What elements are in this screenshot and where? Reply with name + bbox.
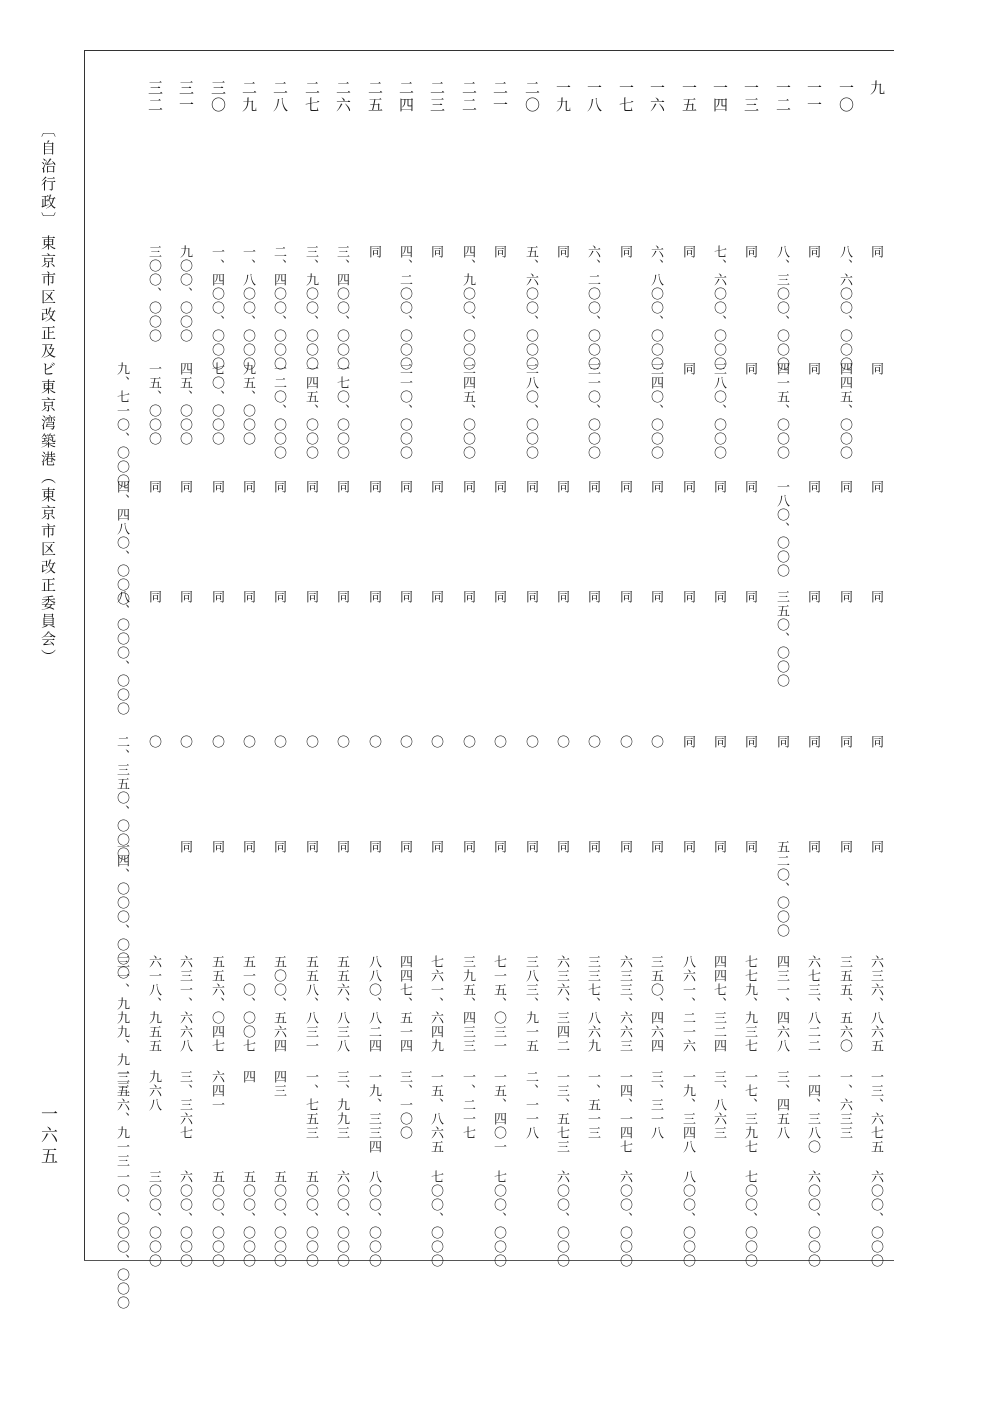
table-cell: 四五、〇〇〇 [177, 362, 192, 446]
table-cell: 同 [868, 480, 883, 494]
table-cell: 三、四五八 [774, 1070, 789, 1140]
table-cell: 六〇〇、〇〇〇 [334, 1170, 349, 1268]
table-cell: 〇 [209, 735, 224, 749]
table-cell: 一七、三九七 [742, 1070, 757, 1154]
table-cell: 〇 [397, 735, 412, 749]
section-label: 〔自治行政〕 [39, 122, 57, 230]
table-cell: 同 [805, 362, 820, 376]
table-cell: 一八〇、〇〇〇 [774, 480, 789, 578]
table-cell: 六四一 [209, 1070, 224, 1112]
table-cell: 同 [711, 840, 726, 854]
table-cell: 同 [209, 480, 224, 494]
row-label: 三〇 [209, 80, 227, 114]
total-cell: 二、三五〇、〇〇〇 [114, 735, 129, 861]
row-label: 一八 [585, 80, 603, 114]
table-cell: 同 [209, 840, 224, 854]
table-cell: 同 [742, 590, 757, 604]
table-cell: 三〇〇、〇〇〇 [146, 245, 161, 343]
table-cell: 〇 [648, 735, 663, 749]
table-cell: 六三六、三四二 [554, 955, 569, 1053]
row-label: 二三 [428, 80, 446, 114]
table-cell: 二、四〇〇、〇〇〇 [271, 245, 286, 371]
table-cell: 三、八六三 [711, 1070, 726, 1140]
table-cell: 同 [523, 480, 538, 494]
table-cell: 六三六、八六五 [868, 955, 883, 1053]
table-cell: 同 [303, 590, 318, 604]
running-title: 東京市区改正及ビ東京湾築港（東京市区改正委員会） [39, 235, 57, 667]
row-label: 一一 [805, 80, 823, 114]
table-cell: 同 [617, 840, 632, 854]
table-cell: 〇 [460, 735, 475, 749]
table-cell: 四四七、三二四 [711, 955, 726, 1053]
table-cell: 七〇〇、〇〇〇 [428, 1170, 443, 1268]
table-cell: 同 [805, 480, 820, 494]
row-label: 二八 [271, 80, 289, 114]
table-cell: 同 [868, 840, 883, 854]
table-cell: 五〇〇、〇〇〇 [209, 1170, 224, 1268]
table-cell: 〇 [491, 735, 506, 749]
table-cell: 九五、〇〇〇 [240, 362, 255, 446]
table-cell: 三五〇、四六四 [648, 955, 663, 1053]
table-cell: 九〇〇、〇〇〇 [177, 245, 192, 343]
table-cell: 〇 [585, 735, 600, 749]
table-cell: 七〇〇、〇〇〇 [742, 1170, 757, 1268]
table-cell: 六三一、六六八 [177, 955, 192, 1053]
table-cell: 同 [554, 480, 569, 494]
table-cell: 三、一〇〇 [397, 1070, 412, 1140]
table-cell: 七、六〇〇、〇〇〇 [711, 245, 726, 371]
table-cell: 同 [711, 735, 726, 749]
table-cell: 同 [585, 840, 600, 854]
table-cell: 六、八〇〇、〇〇〇 [648, 245, 663, 371]
total-cell: 一〇、〇〇〇、〇〇〇 [114, 1170, 129, 1310]
table-cell: 同 [837, 480, 852, 494]
table-cell: 二四五、〇〇〇 [460, 362, 475, 460]
table-cell: 同 [742, 362, 757, 376]
table-cell: 同 [271, 480, 286, 494]
table-cell: 同 [397, 590, 412, 604]
table-cell: 同 [742, 245, 757, 259]
table-cell: 同 [585, 590, 600, 604]
row-label: 二二 [460, 80, 478, 114]
table-cell: 八六一、二一六 [680, 955, 695, 1053]
table-cell: 同 [491, 480, 506, 494]
table-cell: 一九、三三四 [366, 1070, 381, 1154]
table-cell: 三三七、八六九 [585, 955, 600, 1053]
table-cell: 同 [554, 245, 569, 259]
table-cell: 同 [868, 735, 883, 749]
row-label: 一七 [617, 80, 635, 114]
table-cell: 同 [271, 590, 286, 604]
total-cell: 三一、九九九、九一三 [114, 955, 129, 1095]
table-cell: 三五五、五六〇 [837, 955, 852, 1053]
table-cell: 同 [460, 590, 475, 604]
table-cell: 同 [680, 735, 695, 749]
table-cell: 同 [523, 590, 538, 604]
table-cell: 九六八 [146, 1070, 161, 1112]
table-cell: 六〇〇、〇〇〇 [554, 1170, 569, 1268]
table-cell: 六〇〇、〇〇〇 [177, 1170, 192, 1268]
total-cell: 九、七一〇、〇〇〇 [114, 362, 129, 488]
table-cell: 三、四〇〇、〇〇〇 [334, 245, 349, 371]
table-cell: 同 [428, 245, 443, 259]
table-cell: 同 [491, 245, 506, 259]
table-cell: 三〇〇、〇〇〇 [146, 1170, 161, 1268]
table-cell: 一、八〇〇、〇〇〇 [240, 245, 255, 371]
row-label: 一六 [648, 80, 666, 114]
table-cell: 〇 [271, 735, 286, 749]
table-cell: 同 [460, 480, 475, 494]
table-cell: 六、二〇〇、〇〇〇 [585, 245, 600, 371]
table-cell: 同 [648, 590, 663, 604]
row-label: 二四 [397, 80, 415, 114]
table-cell: 八、三〇〇、〇〇〇 [774, 245, 789, 371]
page-number: 一六五 [37, 1105, 57, 1168]
table-cell: 同 [711, 480, 726, 494]
table-cell: 同 [240, 480, 255, 494]
table-cell: 同 [837, 840, 852, 854]
table-cell: 同 [177, 840, 192, 854]
row-label: 二一 [491, 80, 509, 114]
table-cell: 同 [428, 840, 443, 854]
table-cell: 五、六〇〇、〇〇〇 [523, 245, 538, 371]
table-cell: 七一五、〇三一 [491, 955, 506, 1053]
table-cell: 六〇〇、〇〇〇 [805, 1170, 820, 1268]
table-cell: 三、三六七 [177, 1070, 192, 1140]
row-label: 一三 [742, 80, 760, 114]
total-cell: 四、四八〇、〇〇〇 [114, 480, 129, 606]
table-cell: 一七〇、〇〇〇 [334, 362, 349, 460]
table-cell: 二一〇、〇〇〇 [397, 362, 412, 460]
table-cell: 八〇〇、〇〇〇 [680, 1170, 695, 1268]
table-cell: 同 [209, 590, 224, 604]
table-cell: 一四、一四七 [617, 1070, 632, 1154]
table-cell: 三九五、四三三 [460, 955, 475, 1053]
table-cell: 〇 [523, 735, 538, 749]
table-cell: 一四五、〇〇〇 [303, 362, 318, 460]
table-cell: 同 [680, 840, 695, 854]
table-cell: 同 [774, 735, 789, 749]
table-cell: 同 [271, 840, 286, 854]
table-cell: 〇 [240, 735, 255, 749]
table-cell: 同 [742, 480, 757, 494]
table-cell: 一五、〇〇〇 [146, 362, 161, 446]
table-cell: 一、六三三 [837, 1070, 852, 1140]
table-cell: 同 [617, 245, 632, 259]
table-cell: 同 [554, 840, 569, 854]
table-cell: 同 [303, 840, 318, 854]
table-cell: 三八三、九一五 [523, 955, 538, 1053]
table-cell: 一五、八六五 [428, 1070, 443, 1154]
table-cell: 同 [523, 840, 538, 854]
table-cell: 三、九九三 [334, 1070, 349, 1140]
table-cell: 一、五一三 [585, 1070, 600, 1140]
table-cell: 五一〇、〇〇七 [240, 955, 255, 1053]
table-cell: 同 [837, 590, 852, 604]
table-cell: 同 [680, 480, 695, 494]
table-cell: 三、九〇〇、〇〇〇 [303, 245, 318, 371]
table-cell: 同 [680, 590, 695, 604]
table-cell: 同 [177, 480, 192, 494]
table-cell: 三五〇、〇〇〇 [774, 590, 789, 688]
table-cell: 四三一、四六八 [774, 955, 789, 1053]
table-cell: 同 [648, 840, 663, 854]
row-label: 一四 [711, 80, 729, 114]
table-cell: 六三三、六六三 [617, 955, 632, 1053]
table-cell: 〇 [554, 735, 569, 749]
table-cell: 同 [617, 590, 632, 604]
table-cell: 八、六〇〇、〇〇〇 [837, 245, 852, 371]
table-cell: 二八〇、〇〇〇 [523, 362, 538, 460]
table-cell: 一九、三四八 [680, 1070, 695, 1154]
table-cell: 七六一、六四九 [428, 955, 443, 1053]
table-cell: 同 [146, 480, 161, 494]
table-cell: 同 [240, 840, 255, 854]
table-cell: 五〇〇、〇〇〇 [240, 1170, 255, 1268]
table-cell: 五〇〇、五六四 [271, 955, 286, 1053]
table-cell: 同 [303, 480, 318, 494]
table-cell: 一、二一七 [460, 1070, 475, 1140]
table-left-rule [84, 50, 85, 1260]
table-cell: 八八〇、八二四 [366, 955, 381, 1053]
table-cell: 同 [397, 840, 412, 854]
table-cell: 一三、六七五 [868, 1070, 883, 1154]
table-cell: 同 [428, 480, 443, 494]
table-cell: 同 [742, 840, 757, 854]
table-cell: 三四〇、〇〇〇 [648, 362, 663, 460]
table-cell: 八〇〇、〇〇〇 [366, 1170, 381, 1268]
table-cell: 同 [868, 362, 883, 376]
table-cell: 同 [648, 480, 663, 494]
table-cell: 同 [334, 480, 349, 494]
table-cell: 六〇〇、〇〇〇 [617, 1170, 632, 1268]
table-cell: 同 [460, 840, 475, 854]
table-cell: 同 [366, 245, 381, 259]
table-cell: 同 [491, 590, 506, 604]
table-cell: 五五八、八三一 [303, 955, 318, 1053]
row-label: 三二 [146, 80, 164, 114]
row-label: 一二 [774, 80, 792, 114]
table-cell: 同 [805, 735, 820, 749]
table-cell: 同 [711, 590, 726, 604]
table-cell: 同 [837, 735, 852, 749]
table-cell: 〇 [366, 735, 381, 749]
table-cell: 四四七、五一四 [397, 955, 412, 1053]
table-cell: 二、一一八 [523, 1070, 538, 1140]
table-cell: 同 [491, 840, 506, 854]
table-cell: 四一五、〇〇〇 [774, 362, 789, 460]
total-cell: 三五六、九一三 [114, 1070, 129, 1168]
table-cell: 四三 [271, 1070, 286, 1098]
table-cell: 四、二〇〇、〇〇〇 [397, 245, 412, 371]
table-cell: 〇 [428, 735, 443, 749]
table-cell: 五〇〇、〇〇〇 [271, 1170, 286, 1268]
row-label: 二六 [334, 80, 352, 114]
table-cell: 三八〇、〇〇〇 [711, 362, 726, 460]
table-bottom-rule [84, 1260, 894, 1261]
table-cell: 六七三、八二二 [805, 955, 820, 1053]
table-cell: 同 [397, 480, 412, 494]
table-cell: 同 [554, 590, 569, 604]
table-cell: 同 [366, 840, 381, 854]
table-cell: 同 [366, 480, 381, 494]
table-top-rule [84, 50, 894, 51]
table-cell: 五五六、〇四七 [209, 955, 224, 1053]
table-cell: 四、九〇〇、〇〇〇 [460, 245, 475, 371]
table-cell: 一、四〇〇、〇〇〇 [209, 245, 224, 371]
table-cell: 五〇〇、〇〇〇 [303, 1170, 318, 1268]
table-cell: 〇 [334, 735, 349, 749]
table-cell: 五五六、八三八 [334, 955, 349, 1053]
row-label: 一九 [554, 80, 572, 114]
table-cell: 一、七五三 [303, 1070, 318, 1140]
table-cell: 五二〇、〇〇〇 [774, 840, 789, 938]
table-cell: 四四五、〇〇〇 [837, 362, 852, 460]
table-cell: 六一八、九五五 [146, 955, 161, 1053]
row-label: 二七 [303, 80, 321, 114]
table-cell: 同 [680, 362, 695, 376]
table-cell: 同 [240, 590, 255, 604]
table-cell: 一二〇、〇〇〇 [271, 362, 286, 460]
table-cell: 〇 [146, 735, 161, 749]
table-cell: 七七九、九三七 [742, 955, 757, 1053]
table-cell: 同 [680, 245, 695, 259]
table-cell: 同 [334, 590, 349, 604]
total-cell: 八、〇〇〇、〇〇〇 [114, 590, 129, 716]
table-cell: 一五、四〇一 [491, 1070, 506, 1154]
row-label: 二〇 [523, 80, 541, 114]
table-cell: 三、三一八 [648, 1070, 663, 1140]
table-cell: 一三、五七三 [554, 1070, 569, 1154]
table-cell: 同 [805, 840, 820, 854]
table-cell: 七〇〇、〇〇〇 [491, 1170, 506, 1268]
table-cell: 〇 [177, 735, 192, 749]
table-cell: 同 [585, 480, 600, 494]
total-cell: 一四、〇〇〇、〇〇〇 [114, 840, 129, 980]
table-cell: 同 [177, 590, 192, 604]
table-cell: 同 [742, 735, 757, 749]
row-label: 二五 [366, 80, 384, 114]
table-cell: 三一〇、〇〇〇 [585, 362, 600, 460]
table-cell: 六〇〇、〇〇〇 [868, 1170, 883, 1268]
table-cell: 同 [428, 590, 443, 604]
table-cell: 〇 [617, 735, 632, 749]
table-cell: 同 [868, 590, 883, 604]
row-label: 三一 [177, 80, 195, 114]
table-cell: 同 [334, 840, 349, 854]
table-cell: 七〇、〇〇〇 [209, 362, 224, 446]
row-label: 一五 [680, 80, 698, 114]
table-cell: 一四、三八〇 [805, 1070, 820, 1154]
table-cell: 〇 [303, 735, 318, 749]
row-label: 一〇 [837, 80, 855, 114]
row-label: 二九 [240, 80, 258, 114]
table-cell: 同 [868, 245, 883, 259]
table-cell: 同 [805, 590, 820, 604]
table-cell: 同 [617, 480, 632, 494]
row-label: 九 [868, 80, 886, 97]
table-cell: 同 [146, 590, 161, 604]
table-cell: 四 [240, 1070, 255, 1084]
table-cell: 同 [805, 245, 820, 259]
table-cell: 同 [366, 590, 381, 604]
